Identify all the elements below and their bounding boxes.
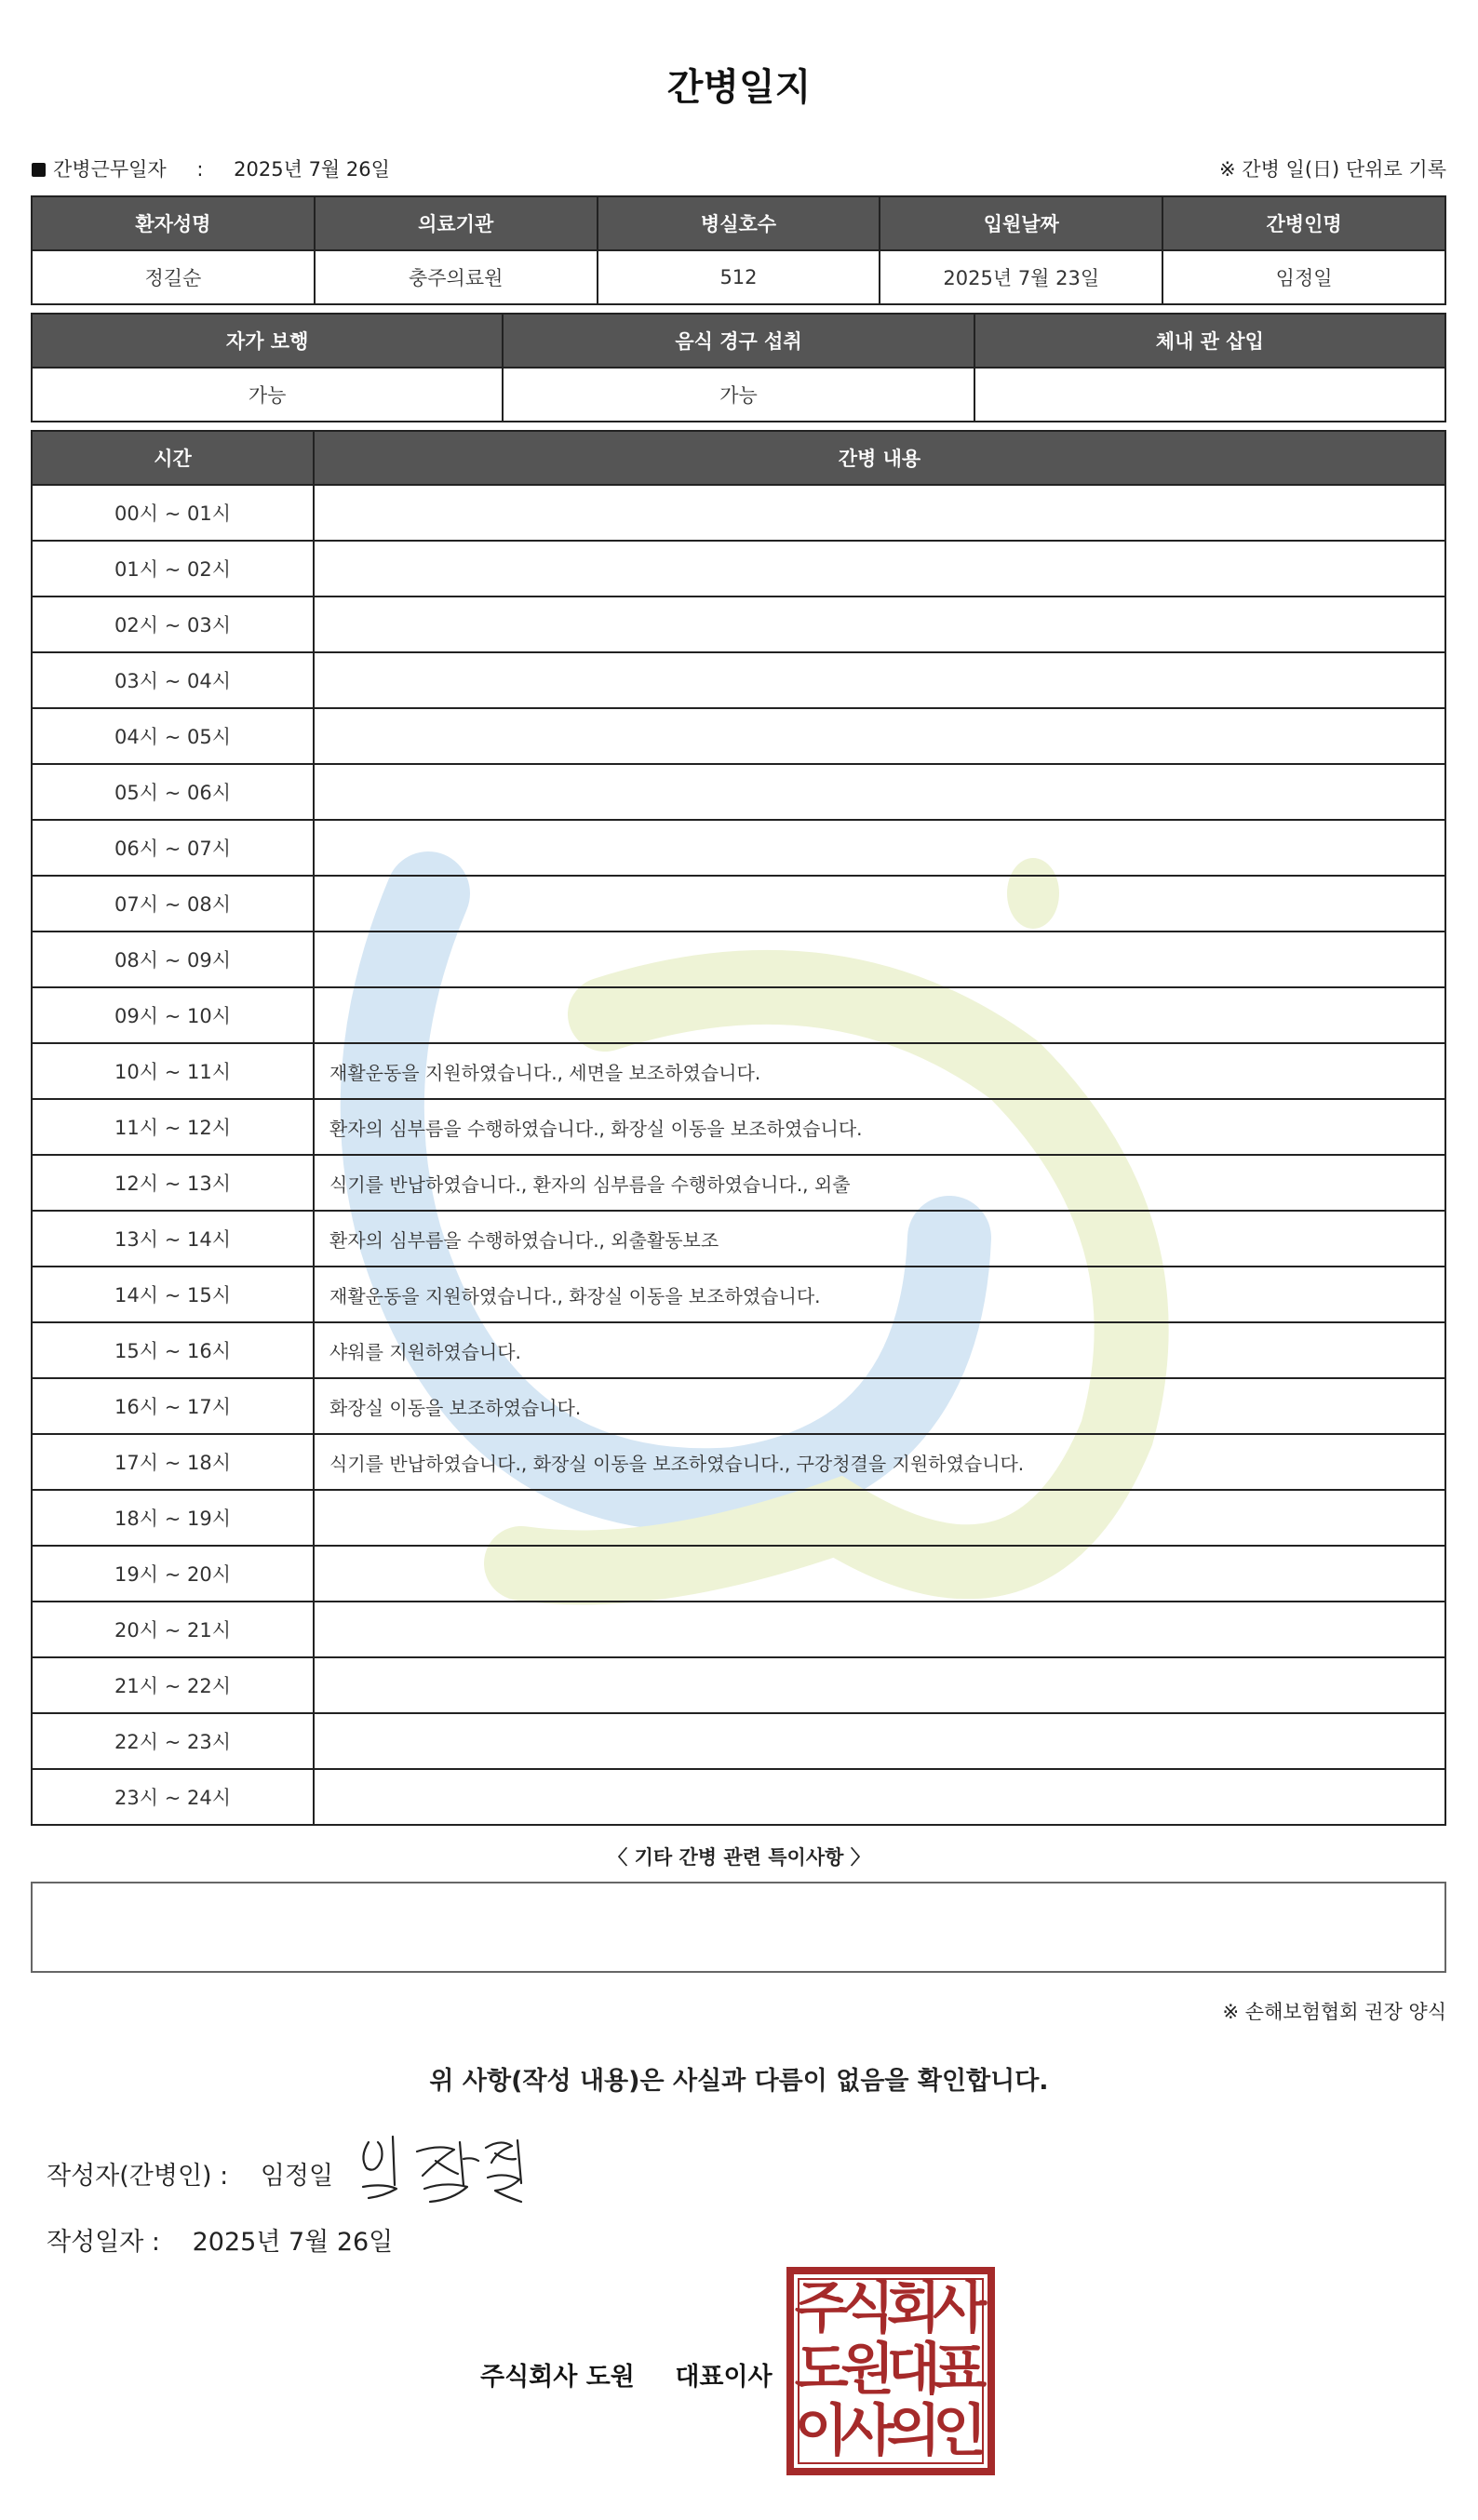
seal-character: 사 (840, 2398, 895, 2464)
table-row (32, 1434, 1445, 1490)
table-row (32, 196, 1445, 250)
table-row (32, 1155, 1445, 1211)
written-date-label: 작성일자 : (47, 2228, 161, 2257)
table-row (32, 652, 1445, 708)
log-content: 화장실 이동을 보조하였습니다. (314, 1378, 1445, 1434)
header-hospital: 의료기관 (315, 196, 598, 250)
table-row (32, 314, 1445, 368)
log-content (314, 764, 1445, 820)
header-self-walking: 자가 보행 (32, 314, 503, 368)
log-content (314, 541, 1445, 596)
log-time: 13시 ~ 14시 (32, 1211, 314, 1267)
tube-insertion (974, 368, 1445, 422)
company-seal-stamp (786, 2267, 995, 2475)
seal-character: 인 (933, 2398, 988, 2464)
seal-character: 도 (794, 2337, 849, 2403)
patient-name: 정길순 (32, 250, 315, 304)
log-time: 05시 ~ 06시 (32, 764, 314, 820)
seal-character: 원 (840, 2337, 895, 2403)
log-time: 15시 ~ 16시 (32, 1322, 314, 1378)
seal-character: 회 (886, 2275, 941, 2341)
admission-date: 2025년 7월 23일 (880, 250, 1162, 304)
work-date-label: 간병근무일자 (53, 158, 167, 181)
table-row (32, 250, 1445, 304)
table-row (32, 708, 1445, 764)
written-date-line (47, 2221, 393, 2258)
log-time: 01시 ~ 02시 (32, 541, 314, 596)
log-content: 샤워를 지원하였습니다. (314, 1322, 1445, 1378)
header-caregiver-name: 간병인명 (1162, 196, 1445, 250)
log-time: 23시 ~ 24시 (32, 1769, 314, 1825)
log-content (314, 1713, 1445, 1769)
header-tube-insertion: 체내 관 삽입 (974, 314, 1445, 368)
log-time: 12시 ~ 13시 (32, 1155, 314, 1211)
log-time: 10시 ~ 11시 (32, 1043, 314, 1099)
company-name: 주식회사 도원 (480, 2363, 635, 2392)
log-time: 09시 ~ 10시 (32, 987, 314, 1043)
table-row (32, 932, 1445, 987)
patient-status-table (31, 313, 1446, 422)
table-row (32, 764, 1445, 820)
table-row (32, 1378, 1445, 1434)
log-content: 재활운동을 지원하였습니다., 세면을 보조하였습니다. (314, 1043, 1445, 1099)
form-source-note: ※ 손해보험협회 권장 양식 (1222, 2001, 1446, 2023)
representative-title: 대표이사 (675, 2363, 773, 2392)
page-title: 간병일지 (666, 66, 812, 109)
log-content (314, 876, 1445, 932)
table-row (32, 1602, 1445, 1657)
log-time: 20시 ~ 21시 (32, 1602, 314, 1657)
log-time: 00시 ~ 01시 (32, 485, 314, 541)
company-line (480, 2356, 773, 2393)
log-time: 07시 ~ 08시 (32, 876, 314, 932)
header-care-content: 간병 내용 (314, 431, 1445, 485)
seal-character: 표 (933, 2337, 988, 2403)
work-date (32, 154, 390, 182)
seal-character: 대 (886, 2337, 941, 2403)
log-content (314, 596, 1445, 652)
self-walking: 가능 (32, 368, 503, 422)
seal-character: 식 (840, 2275, 895, 2341)
square-bullet-icon (32, 163, 46, 177)
room-number: 512 (598, 250, 880, 304)
log-content (314, 652, 1445, 708)
patient-info-table (31, 195, 1446, 305)
seal-character: 이 (794, 2398, 849, 2464)
remarks-box (31, 1882, 1446, 1973)
table-row (32, 1267, 1445, 1322)
table-row (32, 987, 1445, 1043)
log-content: 재활운동을 지원하였습니다., 화장실 이동을 보조하였습니다. (314, 1267, 1445, 1322)
log-time: 08시 ~ 09시 (32, 932, 314, 987)
table-row (32, 1043, 1445, 1099)
header-admission-date: 입원날짜 (880, 196, 1162, 250)
written-date-value: 2025년 7월 26일 (192, 2228, 394, 2257)
oral-intake: 가능 (503, 368, 974, 422)
log-content (314, 485, 1445, 541)
table-row (32, 596, 1445, 652)
table-row (32, 1546, 1445, 1602)
table-row (32, 485, 1445, 541)
writer-name: 임정일 (260, 2162, 334, 2191)
seal-character: 사 (933, 2275, 988, 2341)
writer-label: 작성자(간병인) : (47, 2162, 229, 2191)
log-time: 11시 ~ 12시 (32, 1099, 314, 1155)
log-content (314, 932, 1445, 987)
table-row (32, 1322, 1445, 1378)
header-room: 병실호수 (598, 196, 880, 250)
work-date-sep: : (196, 158, 204, 181)
log-time: 04시 ~ 05시 (32, 708, 314, 764)
daily-record-note: ※ 간병 일(日) 단위로 기록 (1219, 158, 1446, 181)
log-time: 06시 ~ 07시 (32, 820, 314, 876)
caregiver-name: 임정일 (1162, 250, 1445, 304)
confirmation-statement: 위 사항(작성 내용)은 사실과 다름이 없음을 확인합니다. (429, 2067, 1049, 2096)
log-time: 22시 ~ 23시 (32, 1713, 314, 1769)
table-row (32, 1713, 1445, 1769)
care-log-table (31, 430, 1446, 1826)
table-row (32, 876, 1445, 932)
seal-character: 의 (886, 2398, 941, 2464)
remarks-title: 〈 기타 간병 관련 특이사항 〉 (608, 1846, 870, 1869)
log-content: 식기를 반납하였습니다., 화장실 이동을 보조하였습니다., 구강청결을 지원하였습니다. (314, 1434, 1445, 1490)
header-oral-intake: 음식 경구 섭취 (503, 314, 974, 368)
log-content (314, 708, 1445, 764)
log-content (314, 1546, 1445, 1602)
log-time: 14시 ~ 15시 (32, 1267, 314, 1322)
table-row (32, 1657, 1445, 1713)
table-row (32, 820, 1445, 876)
log-content (314, 1769, 1445, 1825)
writer-line (47, 2155, 333, 2192)
table-row (32, 1099, 1445, 1155)
log-content: 환자의 심부름을 수행하였습니다., 화장실 이동을 보조하였습니다. (314, 1099, 1445, 1155)
header-patient-name: 환자성명 (32, 196, 315, 250)
log-content: 환자의 심부름을 수행하였습니다., 외출활동보조 (314, 1211, 1445, 1267)
log-time: 21시 ~ 22시 (32, 1657, 314, 1713)
table-row (32, 1769, 1445, 1825)
log-content (314, 1657, 1445, 1713)
log-time: 17시 ~ 18시 (32, 1434, 314, 1490)
seal-character: 주 (794, 2275, 849, 2341)
log-content (314, 987, 1445, 1043)
log-content: 식기를 반납하였습니다., 환자의 심부름을 수행하였습니다., 외출 (314, 1155, 1445, 1211)
table-row (32, 1211, 1445, 1267)
header-time: 시간 (32, 431, 314, 485)
log-time: 18시 ~ 19시 (32, 1490, 314, 1546)
log-content (314, 1490, 1445, 1546)
table-row (32, 541, 1445, 596)
handwritten-signature (356, 2131, 532, 2209)
table-row (32, 368, 1445, 422)
log-time: 02시 ~ 03시 (32, 596, 314, 652)
table-row (32, 1490, 1445, 1546)
log-content (314, 820, 1445, 876)
log-time: 19시 ~ 20시 (32, 1546, 314, 1602)
log-content (314, 1602, 1445, 1657)
table-row (32, 431, 1445, 485)
hospital: 충주의료원 (315, 250, 598, 304)
log-time: 03시 ~ 04시 (32, 652, 314, 708)
work-date-value: 2025년 7월 26일 (234, 158, 390, 181)
log-time: 16시 ~ 17시 (32, 1378, 314, 1434)
